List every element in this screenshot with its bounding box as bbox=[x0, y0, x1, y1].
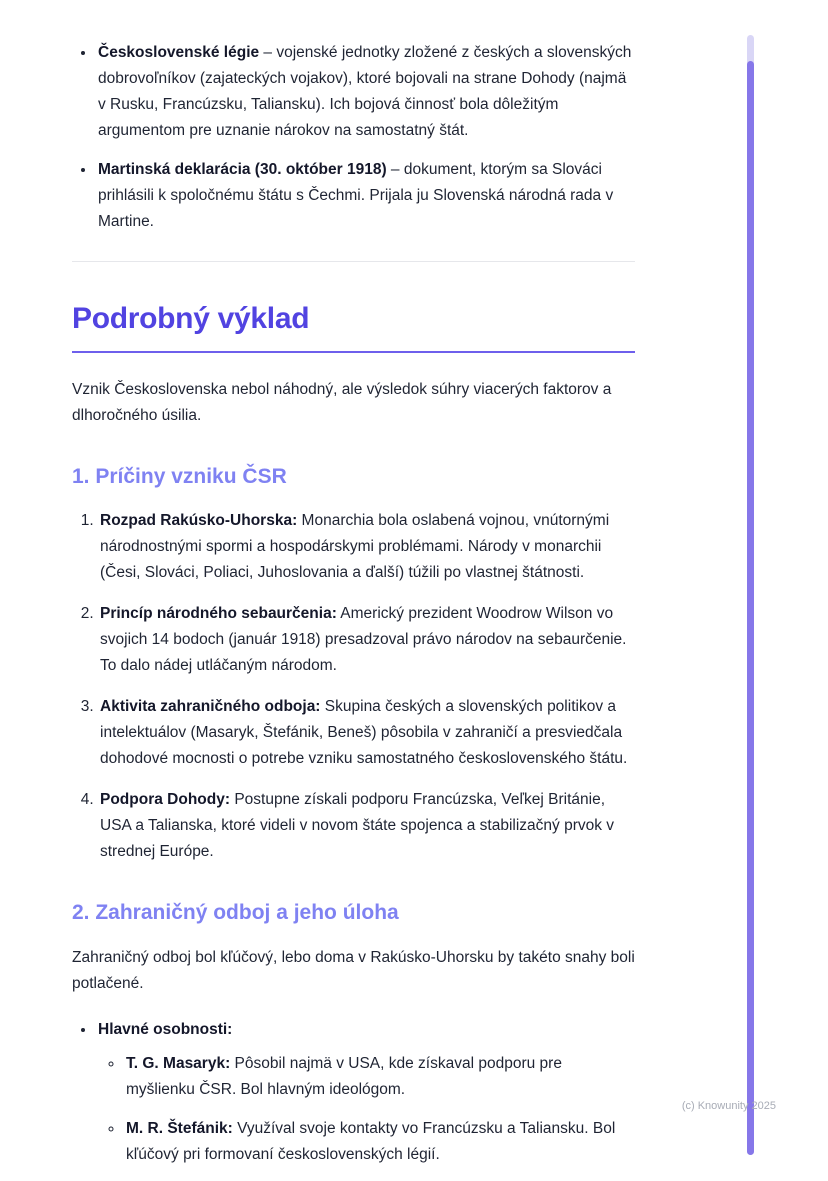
definition-text: – vojenské jednotky zložené z českých a slovenských dobrovoľníkov (zajateckých vojakov), ktoré bojovali na strane Dohody (najmä v Rusku, Francúzsku, Taliansku). Ich bojová činnosť bola dôležitým argumentom pre uznanie nárokov na samostatný štát. bbox=[98, 44, 632, 140]
definition-term: Československé légie bbox=[98, 44, 260, 61]
list-item bbox=[96, 40, 635, 144]
list-item bbox=[98, 694, 635, 772]
scrollbar-track[interactable] bbox=[747, 35, 754, 1155]
item-lead: Princíp národného sebaurčenia: bbox=[100, 605, 337, 623]
item-lead: Rozpad Rakúsko-Uhorska: bbox=[100, 512, 298, 530]
item-text: Americký prezident Woodrow Wilson vo svojich 14 bodoch (január 1918) presadzoval právo národov na sebaurčenie. To dalo nádej utláčaným národom. bbox=[100, 605, 627, 675]
personalities-sublist bbox=[98, 1051, 635, 1168]
personalities-list bbox=[72, 1017, 635, 1168]
list-item bbox=[96, 157, 635, 235]
reasons-list bbox=[72, 508, 635, 865]
item-lead: Podpora Dohody: bbox=[100, 791, 231, 809]
definition-term: Martinská deklarácia (30. október 1918) bbox=[98, 161, 387, 179]
intro-paragraph: Vznik Československa nebol náhodný, ale výsledok súhry viacerých faktorov a dlhoročného úsilia. bbox=[72, 380, 612, 424]
section-2-heading: 2. Zahraničný odboj a jeho úloha bbox=[72, 901, 399, 925]
section-divider bbox=[72, 261, 635, 262]
list-item bbox=[124, 1051, 635, 1103]
item-text: Skupina českých a slovenských politikov a intelektuálov (Masaryk, Štefánik, Beneš) pôsobila v zahraničí a presviedčala dohodové mocnosti o potrebe vzniku samostatného československého štátu. bbox=[100, 698, 628, 768]
item-text: Postupne získali podporu Francúzska, Veľkej Británie, USA a Talianska, ktoré videli v novom štáte spojenca a stabilizačný prvok v strednej Európe. bbox=[100, 791, 615, 861]
list-lead: Hlavné osobnosti: bbox=[98, 1020, 233, 1038]
copyright-notice: (c) Knowunity 2025 bbox=[681, 1100, 776, 1112]
item-lead: Aktivita zahraničného odboja: bbox=[100, 698, 321, 716]
list-item bbox=[98, 508, 635, 586]
person-text: Pôsobil najmä v USA, kde získaval podporu pre myšlienku ČSR. Bol hlavným ideológom. bbox=[126, 1054, 562, 1098]
scrollbar-thumb[interactable] bbox=[747, 61, 754, 1155]
list-item bbox=[98, 601, 635, 679]
list-item bbox=[98, 787, 635, 865]
item-text: Monarchia bola oslabená vojnou, vnútornými národnostnými spormi a hospodárskymi problémami. Národy v monarchii (Česi, Slováci, Poliaci, Juhoslovania a ďalší) túžili po vlastnej štátnosti. bbox=[100, 512, 610, 582]
list-item bbox=[96, 1017, 635, 1168]
page-title: Podrobný výklad bbox=[72, 300, 635, 353]
person-name: T. G. Masaryk: bbox=[126, 1054, 231, 1072]
document-content bbox=[72, 40, 635, 1181]
list-item bbox=[124, 1116, 635, 1168]
definitions-list bbox=[72, 40, 635, 235]
section-1-heading: 1. Príčiny vzniku ČSR bbox=[72, 464, 287, 488]
person-text: Využíval svoje kontakty vo Francúzsku a Taliansku. Bol kľúčový pri formovaní československých légií. bbox=[126, 1119, 616, 1163]
person-name: M. R. Štefánik: bbox=[126, 1119, 233, 1137]
definition-text: – dokument, ktorým sa Slováci prihlásili k spoločnému štátu s Čechmi. Prijala ju Slovenská národná rada v Martine. bbox=[98, 161, 614, 231]
section-2-intro: Zahraničný odboj bol kľúčový, lebo doma v Rakúsko-Uhorsku by takéto snahy boli potlačené. bbox=[72, 948, 635, 992]
